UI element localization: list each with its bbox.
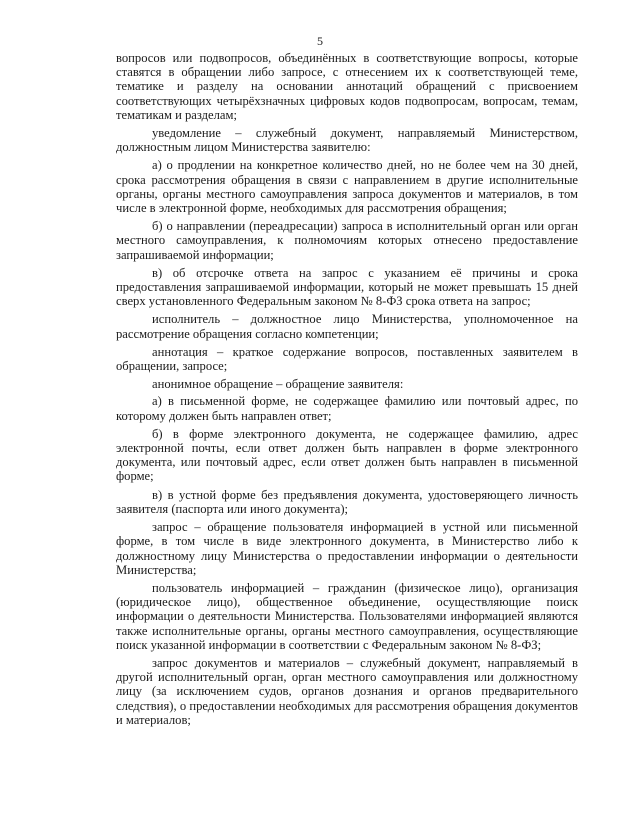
paragraph-definitions-continuation: вопросов или подвопросов, объединённых в соответствующие вопросы, которые ставятся в обращении либо запросе, с отнесением их к соответствующей теме, тематике и разделу на основании аннотаций обращений с присвоением соответствующих четырёхзначных цифровых кодов подвопросам, вопросам, темам, тематикам и разделам;: [116, 51, 578, 122]
paragraph-anonymous-c: в) в устной форме без предъявления документа, удостоверяющего личность заявителя (паспорта или иного документа);: [116, 487, 578, 516]
document-body: [116, 51, 578, 731]
paragraph-notification-a: а) о продлении на конкретное количество дней, но не более чем на 30 дней, срока рассмотрения обращения в связи с направлением в другие исполнительные органы, органы местного самоуправления запроса документов и материалов, в том числе в электронной форме, необходимых для рассмотрения обращения;: [116, 158, 578, 216]
paragraph-executor-definition: исполнитель – должностное лицо Министерства, уполномоченное на рассмотрение обращения согласно компетенции;: [116, 312, 578, 341]
paragraph-user-definition: пользователь информацией – гражданин (физическое лицо), организация (юридическое лицо), общественное объединение, осуществляющие поиск информации о деятельности Министерства. Пользователями информацией являются также исполнительные органы, органы местного самоуправления, осуществляющие поиск указанной информации в соответствии с Федеральным законом № 8-ФЗ;: [116, 580, 578, 652]
paragraph-request-definition: запрос – обращение пользователя информацией в устной или письменной форме, в том числе в виде электронного документа, в Министерство либо к должностному лицу Министерства о предоставлении информации о деятельности Министерства;: [116, 520, 578, 577]
paragraph-anonymous-definition: анонимное обращение – обращение заявителя:: [152, 377, 404, 392]
paragraph-anonymous-a: а) в письменной форме, не содержащее фамилию или почтовый адрес, по которому должен быть направлен ответ;: [116, 394, 578, 423]
paragraph-notification-c: в) об отсрочке ответа на запрос с указанием её причины и срока предоставления запрашиваемой информации, который не может превышать 15 дней сверх установленного Федеральным законом № 8-ФЗ срока ответа на запрос;: [116, 265, 578, 309]
paragraph-notification-b: б) о направлении (переадресации) запроса в исполнительный орган или орган местного самоуправления, к полномочиям которых отнесено предоставление запрашиваемой информации;: [116, 219, 578, 262]
paragraph-notification-definition: уведомление – служебный документ, направляемый Министерством, должностным лицом Министерства заявителю:: [116, 126, 578, 155]
paragraph-documents-request-definition: запрос документов и материалов – служебный документ, направляемый в другой исполнительный орган, орган местного самоуправления или должностному лицу (за исключением судов, органов дознания и органов предварительного следствия), о предоставлении необходимых для рассмотрения обращения документов и материалов;: [116, 655, 578, 727]
paragraph-annotation-definition: аннотация – краткое содержание вопросов, поставленных заявителем в обращении, запросе;: [116, 344, 578, 374]
page-number: 5: [317, 34, 323, 48]
paragraph-anonymous-b: б) в форме электронного документа, не содержащее фамилию, адрес электронной почты, если ответ должен быть направлен в форме электронного документа, или почтовый адрес, если ответ должен быть направлен в письменной форме;: [116, 426, 578, 484]
